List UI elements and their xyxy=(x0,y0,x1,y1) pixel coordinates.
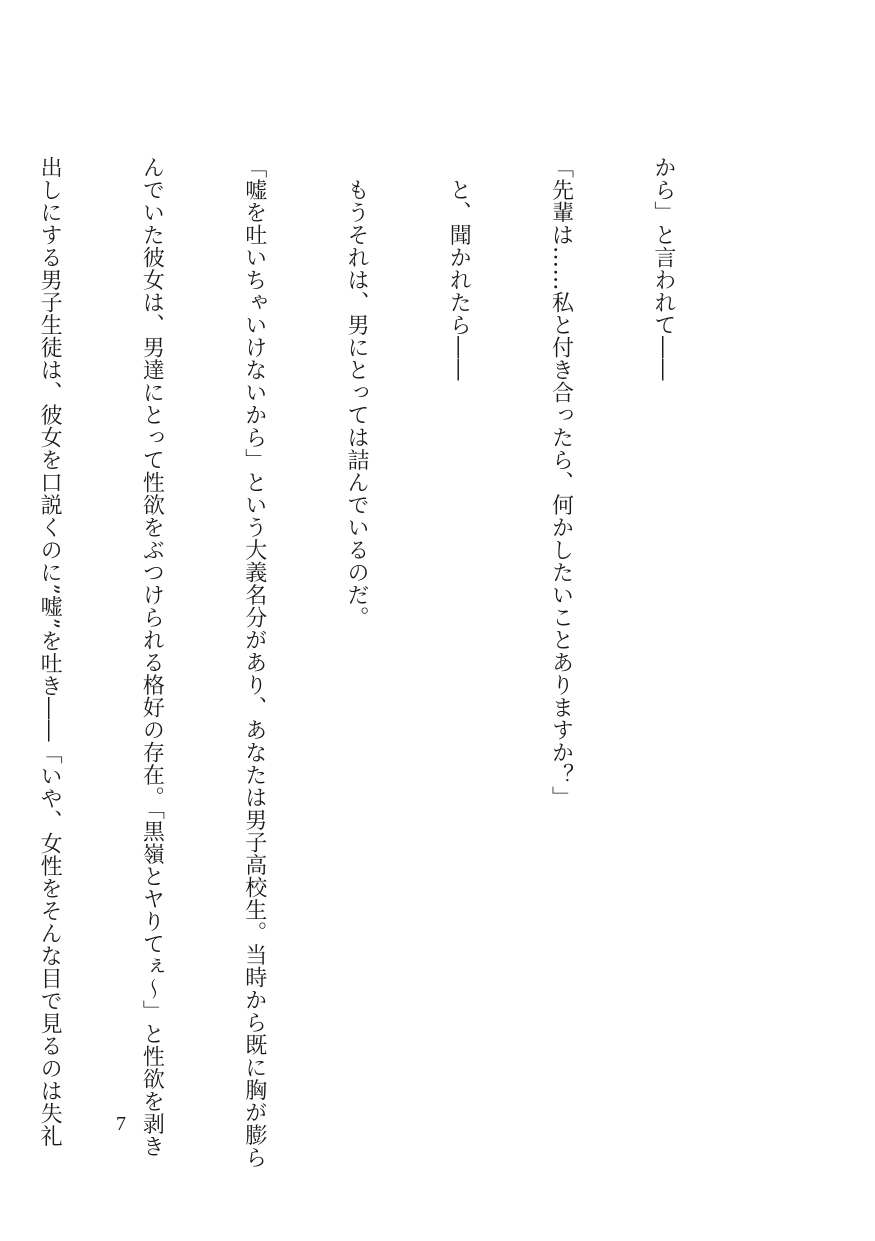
page-number: 7 xyxy=(116,1113,126,1135)
text-line: 「嘘を吐いちゃいけないから」という大義名分があり、あなたは男子高校生。当時から既に胸が膨ら xyxy=(241,156,267,1169)
vertical-body-text xyxy=(0,156,748,1169)
text-line: 「先輩は……私と付き合ったら、何かしたいことありますか？」 xyxy=(548,156,574,809)
text-line: もうそれは、男にとっては詰んでいるのだ。 xyxy=(343,156,369,629)
text-line: んでいた彼女は、男達にとって性欲をぶつけられる格好の存在。「黒嶺とヤりてぇ～」と性欲を剥き xyxy=(139,156,165,1158)
text-line: と、聞かれたら―― xyxy=(446,156,472,381)
text-line: から」と言われて―― xyxy=(650,156,676,381)
text-line: 出しにする男子生徒は、彼女を口説くのに”嘘”を吐き――「いや、女性をそんな目で見るのは失礼 xyxy=(37,156,63,1147)
